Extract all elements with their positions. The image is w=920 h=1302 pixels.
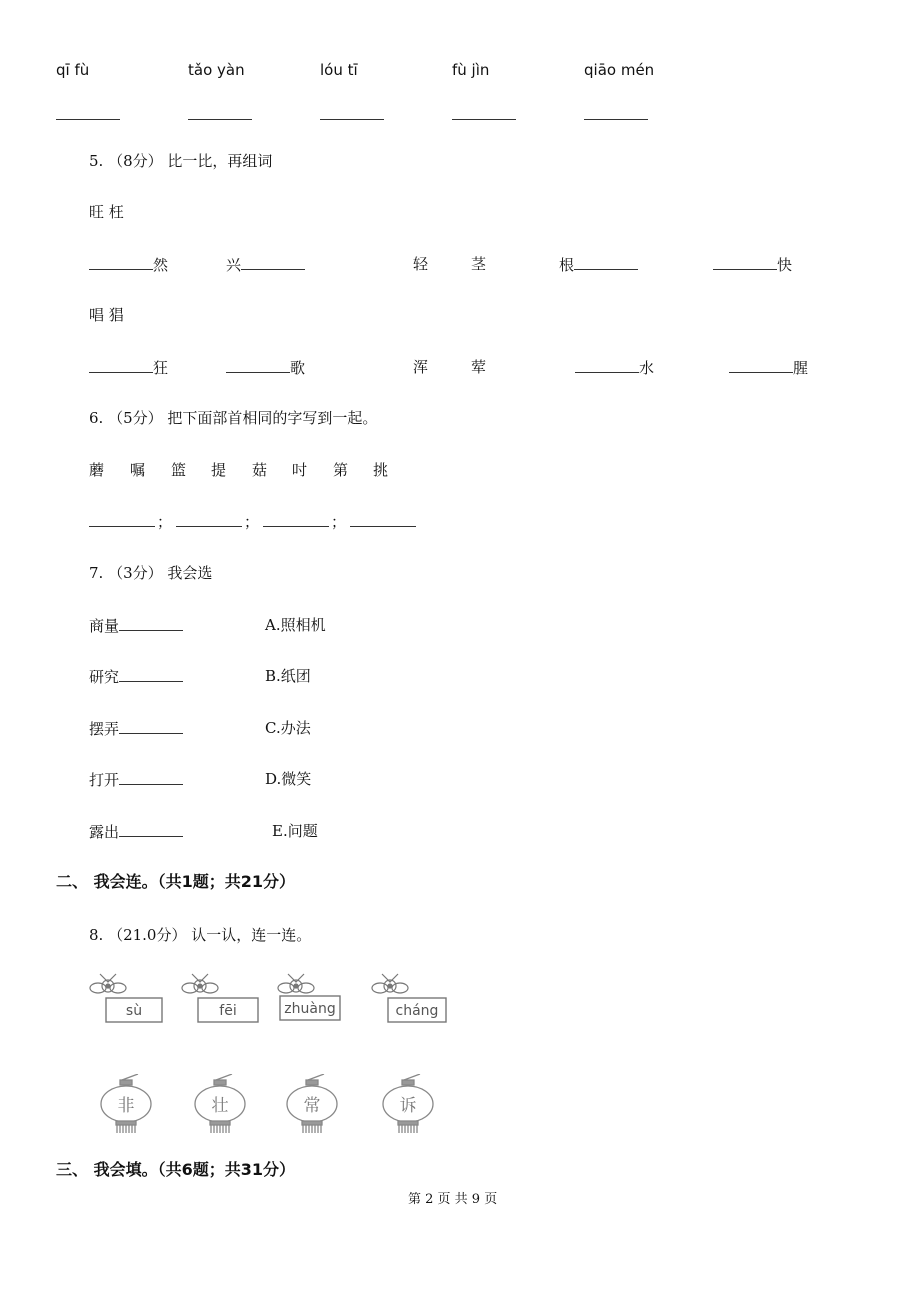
- q7-right-2: B.纸团: [265, 667, 311, 685]
- pinyin-card-text: zhuàng: [284, 1001, 336, 1017]
- flower-icon: [90, 974, 126, 993]
- q5-row1-char-3: 轻: [413, 255, 429, 273]
- q5-pair-2: 唱 猖: [89, 306, 124, 324]
- pinyin-card-text: cháng: [395, 1003, 439, 1019]
- pinyin-4: fù jìn: [452, 61, 490, 79]
- q5-row2-item-5[interactable]: [575, 358, 654, 377]
- q7-left-1[interactable]: [89, 616, 183, 635]
- q7-left-label: 露出: [89, 823, 120, 841]
- q7-right-3: C.办法: [265, 719, 311, 737]
- q5-row2-char: 歌: [290, 359, 306, 377]
- page-footer: 第 2 页 共 9 页: [408, 1192, 498, 1207]
- q5-row2-char: 腥: [793, 359, 809, 377]
- lantern-char: 诉: [399, 1096, 417, 1116]
- q5-pair-1: 旺 枉: [89, 203, 124, 221]
- q7-left-label: 打开: [89, 771, 120, 789]
- q7-right-5: E.问题: [272, 822, 318, 840]
- flower-icon: [182, 974, 218, 993]
- q6-char-1: 蘑: [89, 461, 105, 479]
- pinyin-card-2[interactable]: [182, 974, 258, 1022]
- q5-row2-item-2[interactable]: [226, 358, 305, 377]
- q6-char-2: 嘱: [130, 461, 146, 479]
- pinyin-card-4[interactable]: [372, 974, 446, 1022]
- q5-row2-item-6[interactable]: [729, 358, 808, 377]
- pinyin-5: qiāo mén: [584, 61, 655, 79]
- q5-row1-item-5[interactable]: [559, 255, 638, 274]
- q6-answer-row: [89, 512, 416, 531]
- flower-icon: [372, 974, 408, 993]
- pinyin-3: lóu tī: [320, 61, 358, 79]
- q5-title: 5. （8分） 比一比，再组词: [89, 152, 273, 170]
- q7-left-label: 研究: [89, 668, 120, 686]
- q5-row2-char-3: 浑: [413, 358, 429, 376]
- q7-right-4: D.微笑: [265, 770, 312, 788]
- q8-pinyin-cards: [86, 968, 456, 1030]
- q5-row1-item-6[interactable]: [713, 255, 792, 274]
- q6-blank-3[interactable]: [263, 512, 329, 527]
- q6-blank-1[interactable]: [89, 512, 155, 527]
- q6-blank-2[interactable]: [176, 512, 242, 527]
- q5-row1-item-1[interactable]: [89, 255, 168, 274]
- q7-left-2[interactable]: [89, 667, 183, 686]
- pinyin-blank-1[interactable]: [56, 105, 120, 124]
- q5-row1-char: 然: [153, 256, 169, 274]
- pinyin-card-text: sù: [125, 1003, 143, 1019]
- q7-left-label: 摆弄: [89, 720, 120, 738]
- q5-row2-char: 狂: [153, 359, 169, 377]
- flower-icon: [278, 974, 314, 993]
- pinyin-blank-3[interactable]: [320, 105, 384, 124]
- pinyin-card-3[interactable]: [278, 974, 340, 1020]
- pinyin-2: tǎo yàn: [188, 61, 245, 79]
- q5-row1-char: 兴: [226, 256, 242, 274]
- q6-char-8: 挑: [373, 461, 389, 479]
- q5-row1-item-2[interactable]: [226, 255, 305, 274]
- pinyin-card-text: fēi: [219, 1003, 237, 1019]
- pinyin-card-1[interactable]: [90, 974, 162, 1022]
- q7-left-5[interactable]: [89, 822, 183, 841]
- q6-separator: ；: [244, 513, 260, 531]
- lantern-4[interactable]: [383, 1074, 433, 1133]
- lantern-1[interactable]: [101, 1074, 151, 1133]
- q5-row1-char: 快: [777, 256, 793, 274]
- pinyin-blank-5[interactable]: [584, 105, 648, 124]
- q7-title: 7. （3分） 我会选: [89, 564, 213, 582]
- q6-char-4: 提: [211, 461, 227, 479]
- q7-left-4[interactable]: [89, 770, 183, 789]
- q5-row2-item-1[interactable]: [89, 358, 168, 377]
- section-3-title: 三、 我会填。（共6题；共31分）: [56, 1160, 295, 1179]
- q7-right-1: A.照相机: [265, 616, 326, 634]
- q6-title: 6. （5分） 把下面部首相同的字写到一起。: [89, 409, 378, 427]
- lantern-char: 非: [117, 1096, 135, 1116]
- q6-blank-4[interactable]: [350, 512, 416, 527]
- q7-left-label: 商量: [89, 617, 120, 635]
- lantern-char: 常: [303, 1096, 321, 1116]
- q8-lanterns: [98, 1074, 448, 1136]
- lantern-2[interactable]: [195, 1074, 245, 1133]
- pinyin-blank-2[interactable]: [188, 105, 252, 124]
- q5-row2-char: 水: [639, 359, 655, 377]
- pinyin-1: qī fù: [56, 61, 90, 79]
- q5-row1-char: 根: [559, 256, 575, 274]
- q6-char-6: 吋: [292, 461, 308, 479]
- lantern-char: 壮: [211, 1096, 229, 1116]
- q6-char-3: 篮: [171, 461, 187, 479]
- section-2-title: 二、 我会连。（共1题；共21分）: [56, 872, 295, 891]
- q6-char-7: 第: [333, 461, 349, 479]
- q6-separator: ；: [331, 513, 347, 531]
- q6-char-5: 菇: [252, 461, 268, 479]
- q7-left-3[interactable]: [89, 719, 183, 738]
- q5-row1-char-4: 茎: [471, 255, 487, 273]
- q6-separator: ；: [157, 513, 173, 531]
- q5-row2-char-4: 荤: [471, 358, 487, 376]
- q8-title: 8. （21.0分） 认一认，连一连。: [89, 926, 312, 944]
- pinyin-blank-4[interactable]: [452, 105, 516, 124]
- lantern-3[interactable]: [287, 1074, 337, 1133]
